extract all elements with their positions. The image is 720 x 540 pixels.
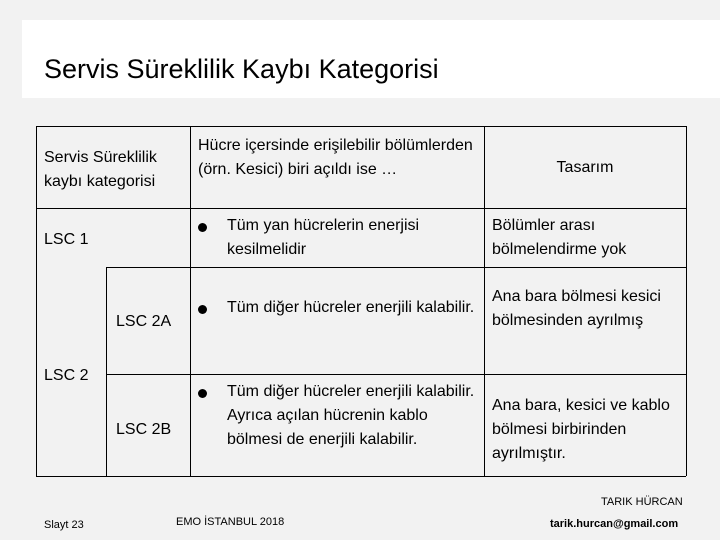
header-category: Servis Süreklilik kaybı kategorisi xyxy=(44,149,157,190)
bullet-icon xyxy=(198,305,207,314)
table-bottom-border xyxy=(36,476,686,477)
column-divider xyxy=(190,126,191,476)
row-lsc2b-subcategory: LSC 2B xyxy=(116,421,172,438)
column-divider xyxy=(686,126,687,476)
row-divider xyxy=(36,208,686,209)
bullet-icon xyxy=(198,389,207,398)
row-lsc2a-condition: Tüm diğer hücreler enerjili kalabilir. xyxy=(227,299,475,316)
event-name: EMO İSTANBUL 2018 xyxy=(176,516,285,528)
header-design: Tasarım xyxy=(556,159,614,176)
table-top-border xyxy=(36,126,686,127)
row-lsc1-category: LSC 1 xyxy=(44,231,89,248)
author-email: tarik.hurcan@gmail.com xyxy=(550,518,679,530)
column-divider xyxy=(484,126,485,476)
slide-title: Servis Süreklilik Kaybı Kategorisi xyxy=(44,54,439,84)
row-lsc2a-subcategory: LSC 2A xyxy=(116,313,172,330)
row-divider xyxy=(106,267,686,268)
row-lsc1-condition: Tüm yan hücrelerin enerjisi kesilmelidir xyxy=(227,217,420,258)
row-lsc2a-design: Ana bara bölmesi kesici bölmesinden ayrılmış xyxy=(492,288,661,329)
slide-number: Slayt 23 xyxy=(44,519,84,531)
bullet-icon xyxy=(198,223,207,232)
row-lsc2b-design: Ana bara, kesici ve kablo bölmesi birbirinden ayrılmıştır. xyxy=(492,397,670,462)
header-condition: Hücre içersinde erişilebilir bölümlerden (örn. Kesici) biri açıldı ise … xyxy=(198,137,473,178)
row-lsc1-design: Bölümler arası bölmelendirme yok xyxy=(492,217,627,258)
row-divider xyxy=(106,374,686,375)
column-divider xyxy=(36,126,37,476)
row-lsc2b-condition: Tüm diğer hücreler enerjili kalabilir. Ayrıca açılan hücrenin kablo bölmesi de enerjili kalabilir. xyxy=(227,383,475,448)
column-divider xyxy=(106,267,107,476)
row-lsc2-category: LSC 2 xyxy=(44,367,89,384)
author-name: TARIK HÜRCAN xyxy=(601,496,683,508)
